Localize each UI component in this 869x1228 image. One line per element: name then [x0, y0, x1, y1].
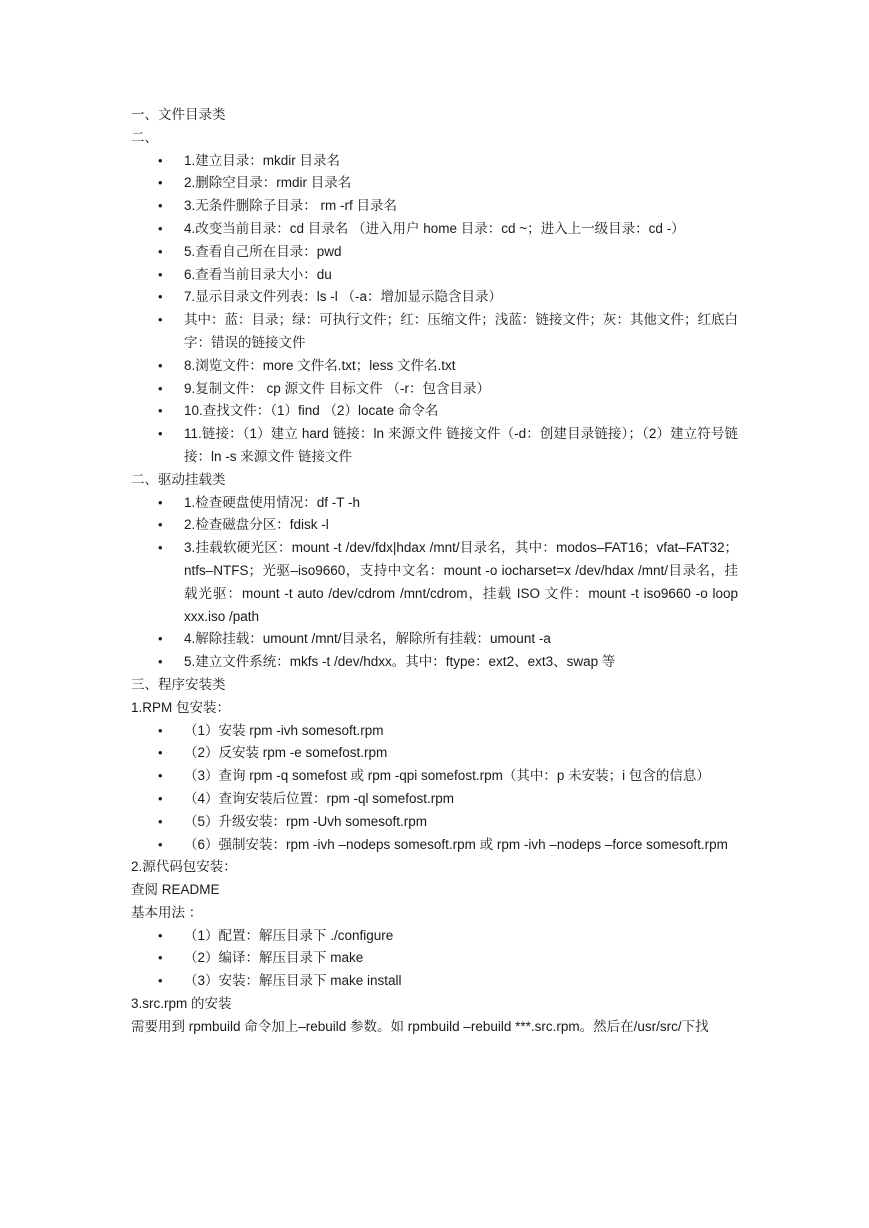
list-item [131, 264, 738, 287]
bullet-icon: • [158, 927, 163, 943]
list-item [131, 172, 738, 195]
bullet-icon: • [158, 813, 163, 829]
bullet-icon: • [158, 540, 163, 556]
list-item [131, 925, 738, 948]
list-item [131, 514, 738, 537]
list-item-text: 9.复制文件： cp 源文件 目标文件 （-r：包含目录） [184, 380, 491, 396]
list-item [131, 400, 738, 423]
list-item [131, 423, 738, 469]
list-item [131, 947, 738, 970]
list-item-text: 6.查看当前目录大小：du [184, 266, 332, 282]
paragraph: 3.src.rpm 的安装 [131, 996, 232, 1012]
list-item-text: 2.删除空目录：rmdir 目录名 [184, 175, 352, 191]
list-item [131, 537, 738, 628]
list-item-text: 3.挂载软硬光区：mount -t /dev/fdx|hdax /mnt/目录名，其中：modos–FAT16；vfat–FAT32；ntfs–NTFS；光驱–iso9660，支持中文名：mount -o iocharset=x /dev/hdax /mnt/目录名，挂载光驱：mount -t auto /dev/cdrom /mnt/cdrom，挂载 ISO 文件：mount -t iso9660 -o loop xxx.iso /path [184, 540, 738, 624]
list-item [131, 150, 738, 173]
list-item [131, 218, 738, 241]
list-item [131, 970, 738, 993]
list-item-text: （1）配置：解压目录下 ./configure [184, 927, 394, 943]
bullet-icon: • [158, 289, 163, 305]
bullet-icon: • [158, 790, 163, 806]
list-item [131, 811, 738, 834]
bullet-list [131, 150, 738, 469]
bullet-icon: • [158, 722, 163, 738]
list-item-text: （3）安装：解压目录下 make install [184, 973, 402, 989]
bullet-icon: • [158, 654, 163, 670]
bullet-icon: • [158, 973, 163, 989]
bullet-icon: • [158, 836, 163, 852]
list-item [131, 628, 738, 651]
list-item-text: 5.建立文件系统：mkfs -t /dev/hdxx。其中：ftype：ext2、ext3、swap 等 [184, 654, 616, 670]
paragraph: 二、驱动挂载类 [131, 471, 226, 487]
list-item [131, 378, 738, 401]
list-item-text: 5.查看自己所在目录：pwd [184, 243, 342, 259]
list-item-text: 2.检查磁盘分区：fdisk -l [184, 517, 329, 533]
list-item [131, 742, 738, 765]
list-item-text: （5）升级安装：rpm -Uvh somesoft.rpm [184, 813, 428, 829]
list-item [131, 720, 738, 743]
bullet-icon: • [158, 152, 163, 168]
list-item [131, 788, 738, 811]
list-item-text: 4.解除挂载：umount /mnt/目录名，解除所有挂载：umount -a [184, 631, 551, 647]
bullet-list [131, 720, 738, 857]
list-item [131, 309, 738, 355]
bullet-icon: • [158, 175, 163, 191]
bullet-icon: • [158, 517, 163, 533]
paragraph: 2.源代码包安装： [131, 859, 237, 875]
list-item-text: 其中：蓝：目录；绿：可执行文件；红：压缩文件；浅蓝：链接文件；灰：其他文件；红底白字：错误的链接文件 [184, 312, 738, 350]
list-item-text: 8.浏览文件：more 文件名.txt；less 文件名.txt [184, 357, 456, 373]
list-item [131, 355, 738, 378]
bullet-icon: • [158, 243, 163, 259]
list-item-text: 4.改变当前目录：cd 目录名 （进入用户 home 目录：cd ~；进入上一级目录：cd -） [184, 220, 685, 236]
list-item-text: （3）查询 rpm -q somefost 或 rpm -qpi somefost.rpm（其中：p 未安装；i 包含的信息） [184, 768, 710, 784]
bullet-icon: • [158, 266, 163, 282]
bullet-icon: • [158, 198, 163, 214]
list-item-text: 3.无条件删除子目录： rm -rf 目录名 [184, 198, 397, 214]
list-item-text: 1.建立目录：mkdir 目录名 [184, 152, 341, 168]
bullet-icon: • [158, 950, 163, 966]
paragraph: 三、程序安装类 [131, 676, 226, 692]
bullet-icon: • [158, 745, 163, 761]
list-item [131, 195, 738, 218]
list-item-text: 10.查找文件：（1）find （2）locate 命令名 [184, 403, 439, 419]
paragraph: 查阅 README [131, 882, 220, 898]
list-item [131, 492, 738, 515]
list-item-text: 11.链接：（1）建立 hard 链接：ln 来源文件 链接文件（-d：创建目录链接）；（2）建立符号链接：ln -s 来源文件 链接文件 [184, 426, 738, 464]
bullet-icon: • [158, 426, 163, 442]
paragraph: 二、 [131, 129, 158, 145]
list-item [131, 286, 738, 309]
bullet-icon: • [158, 312, 163, 328]
bullet-icon: • [158, 220, 163, 236]
document-body [131, 104, 738, 1039]
paragraph: 一、文件目录类 [131, 107, 226, 122]
paragraph: 基本用法 ： [131, 904, 203, 920]
list-item-text: （1）安装 rpm -ivh somesoft.rpm [184, 722, 384, 738]
bullet-icon: • [158, 357, 163, 373]
paragraph: 需要用到 rpmbuild 命令加上–rebuild 参数。如 rpmbuild –rebuild ***.src.rpm。然后在/usr/src/下找 [131, 1018, 709, 1034]
list-item-text: （2）编译：解压目录下 make [184, 950, 364, 966]
bullet-list [131, 925, 738, 993]
bullet-icon: • [158, 403, 163, 419]
bullet-icon: • [158, 768, 163, 784]
list-item-text: 1.检查硬盘使用情况：df -T -h [184, 494, 361, 510]
paragraph: 1.RPM 包安装： [131, 699, 231, 715]
list-item-text: （6）强制安装：rpm -ivh –nodeps somesoft.rpm 或 rpm -ivh –nodeps –force somesoft.rpm [184, 836, 728, 852]
bullet-list [131, 492, 738, 674]
bullet-icon: • [158, 380, 163, 396]
bullet-icon: • [158, 631, 163, 647]
list-item [131, 241, 738, 264]
list-item [131, 834, 738, 857]
bullet-icon: • [158, 494, 163, 510]
list-item [131, 651, 738, 674]
list-item [131, 765, 738, 788]
list-item-text: 7.显示目录文件列表：ls -l （-a：增加显示隐含目录） [184, 289, 503, 305]
list-item-text: （2）反安装 rpm -e somefost.rpm [184, 745, 388, 761]
list-item-text: （4）查询安装后位置：rpm -ql somefost.rpm [184, 790, 455, 806]
